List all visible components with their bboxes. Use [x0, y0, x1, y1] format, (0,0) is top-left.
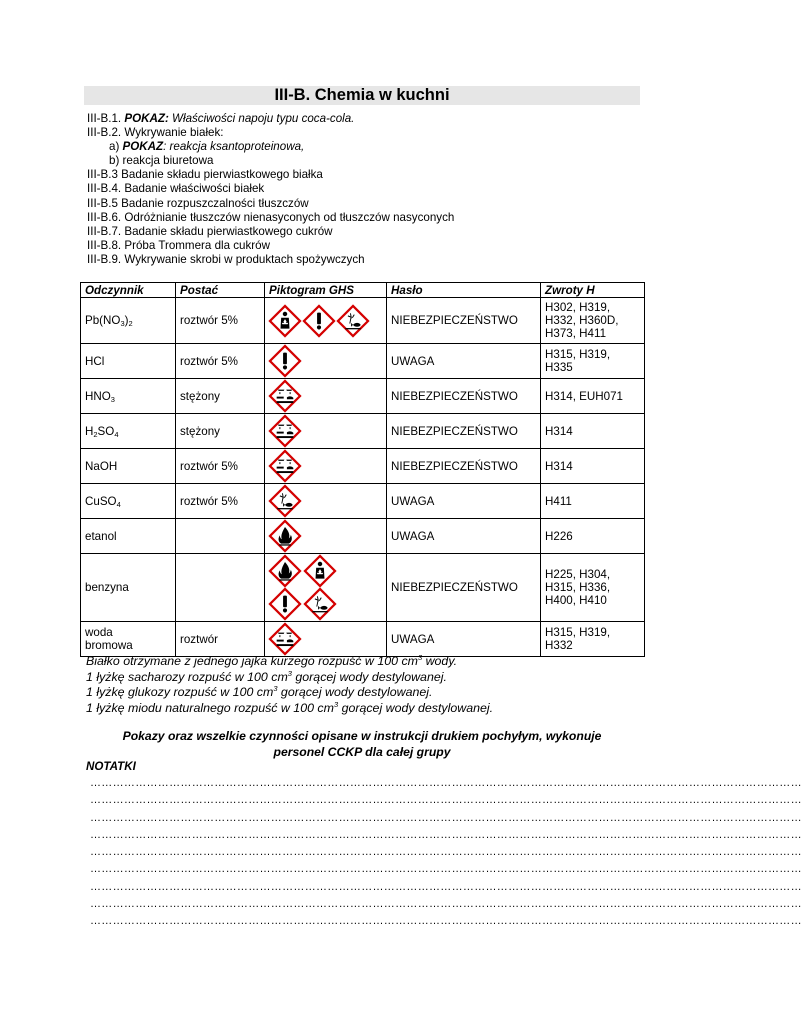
list-item: III-B.3 Badanie składu pierwiastkowego białka [87, 168, 323, 182]
list-item: III-B.5 Badanie rozpuszczalności tłuszczów [87, 196, 309, 210]
pictogram-group [269, 622, 382, 656]
reagent-cell [81, 298, 176, 344]
dotted-line: ……………………………………………………………………………………………………………………………………………………………………… [90, 846, 802, 859]
reagent-cell: NaOH [81, 449, 176, 484]
pictogram-cell [265, 554, 387, 622]
dotted-line: ……………………………………………………………………………………………………………………………………………………………………… [90, 898, 802, 911]
corrosion-icon [269, 450, 301, 482]
formula: SO [97, 424, 115, 438]
h-line: H315, H319, [545, 626, 611, 639]
subitem-text: : reakcja ksantoproteinowa, [163, 140, 305, 154]
h-line: H335 [545, 361, 573, 374]
form-cell [176, 519, 265, 554]
reagent-cell [81, 622, 176, 657]
h-line: H302, H319, [545, 301, 611, 314]
pictogram-group [269, 554, 382, 621]
signal-cell: NIEBEZPIECZEŃSTWO [387, 298, 541, 344]
list-item: III-B.9. Wykrywanie skrobi w produktach spożywczych [87, 252, 365, 266]
table-row [81, 622, 645, 657]
dotted-line: ……………………………………………………………………………………………………………………………………………………………………… [90, 863, 802, 876]
dotted-line: ……………………………………………………………………………………………………………………………………………………………………… [90, 777, 802, 789]
reagent-cell: benzyna [81, 554, 176, 622]
form-cell: roztwór 5% [176, 484, 265, 519]
formula: H [85, 424, 94, 438]
dotted-line: ……………………………………………………………………………………………………………………………………………………………………… [90, 811, 802, 824]
h-line: H225, H304, [545, 568, 611, 581]
table-row [81, 379, 645, 414]
dotted-line: ……………………………………………………………………………………………………………………………………………………………………… [90, 828, 802, 841]
preparation-notes [86, 654, 646, 716]
pictogram-group [269, 484, 382, 518]
header-h-statements: Zwroty H [541, 283, 645, 298]
corrosion-icon [269, 623, 301, 655]
subscript: 4 [114, 429, 119, 439]
exclamation-icon [303, 305, 335, 337]
note-text: 1 łyżkę glukozy rozpuść w 100 cm [86, 685, 274, 699]
note-line [86, 654, 646, 670]
signal-cell: NIEBEZPIECZEŃSTWO [387, 554, 541, 622]
reagent-cell [81, 414, 176, 449]
form-cell [176, 554, 265, 622]
h-cell [541, 298, 645, 344]
list-item: III-B.6. Odróżnianie tłuszczów nienasyconych od tłuszczów nasyconych [87, 210, 455, 224]
h-line: H373, H411 [545, 327, 607, 340]
form-cell: stężony [176, 379, 265, 414]
pictogram-group [269, 379, 382, 413]
pokaz-label: POKAZ [122, 140, 164, 154]
pictogram-cell [265, 344, 387, 379]
note-line [86, 701, 646, 717]
superscript: 3 [287, 668, 292, 678]
note-text: wody. [422, 654, 458, 668]
pictogram-group [269, 344, 382, 378]
header-form: Postać [176, 283, 265, 298]
pictogram-cell [265, 449, 387, 484]
notes-lines [90, 775, 802, 931]
pokaz-label: POKAZ [124, 112, 165, 125]
health-hazard-icon [269, 305, 301, 337]
environment-icon [304, 588, 336, 620]
dotted-line: ……………………………………………………………………………………………………………………………………………………………………… [90, 880, 802, 893]
note-text: gorącej wody destylowanej. [338, 700, 494, 715]
signal-cell: NIEBEZPIECZEŃSTWO [387, 379, 541, 414]
experiment-list [87, 112, 647, 267]
form-cell: roztwór 5% [176, 344, 265, 379]
note-line [86, 670, 646, 686]
pictogram-cell [265, 484, 387, 519]
environment-icon [337, 305, 369, 337]
list-subitem [87, 140, 647, 154]
list-item: III-B.8. Próba Trommera dla cukrów [87, 238, 270, 252]
subscript: 3 [120, 319, 125, 328]
note-text: gorącej wody destylowanej. [277, 685, 433, 699]
h-cell [541, 379, 645, 414]
pictogram-cell [265, 414, 387, 449]
subscript: 3 [110, 394, 115, 404]
reagent-cell: HCl [81, 344, 176, 379]
list-item: III-B.4. Badanie właściwości białek [87, 182, 265, 196]
list-subitem: b) reakcja biuretowa [109, 154, 214, 168]
table-row [81, 449, 645, 484]
corrosion-icon [269, 380, 301, 412]
page-title: III-B. Chemia w kuchni [84, 86, 640, 105]
reagents-table [80, 282, 645, 657]
flame-icon [269, 555, 301, 587]
table-header-row [81, 283, 645, 298]
header-pictogram: Piktogram GHS [265, 283, 387, 298]
formula: Pb(NO [85, 314, 121, 327]
subitem-prefix: a) [109, 140, 123, 154]
superscript: 3 [273, 684, 278, 693]
staff-warning [84, 729, 640, 760]
form-cell: roztwór [176, 622, 265, 657]
superscript: 3 [417, 653, 423, 662]
notes-heading: NOTATKI [86, 760, 136, 773]
h-cell [541, 484, 645, 519]
flame-icon [269, 520, 301, 552]
list-item: III-B.2. Wykrywanie białek: [87, 126, 224, 140]
h-line: H332, H360D, [545, 314, 619, 327]
health-hazard-icon [304, 555, 336, 587]
subscript: 2 [128, 319, 133, 328]
h-line: H314 [545, 424, 573, 438]
pictogram-cell [265, 379, 387, 414]
h-line: H400, H410 [545, 594, 607, 607]
formula: HNO [85, 389, 111, 403]
superscript: 3 [333, 699, 339, 709]
pictogram-group [269, 304, 382, 338]
dotted-line: ……………………………………………………………………………………………………………………………………………………………………… [90, 794, 802, 807]
header-reagent: Odczynnik [81, 283, 176, 298]
reagent-line: woda [85, 626, 113, 639]
pictogram-cell [265, 519, 387, 554]
form-cell: roztwór 5% [176, 298, 265, 344]
note-text: 1 łyżkę sacharozy rozpuść w 100 cm [86, 669, 288, 684]
signal-cell: NIEBEZPIECZEŃSTWO [387, 414, 541, 449]
item-code: III-B.1. [87, 112, 125, 125]
signal-cell: UWAGA [387, 344, 541, 379]
table-row [81, 344, 645, 379]
environment-icon [269, 485, 301, 517]
form-cell: roztwór 5% [176, 449, 265, 484]
h-cell [541, 519, 645, 554]
table-row [81, 298, 645, 344]
reagent-cell [81, 484, 176, 519]
warning-line: Pokazy oraz wszelkie czynności opisane w instrukcji drukiem pochyłym, wykonuje [122, 729, 602, 743]
h-line: H315, H336, [545, 581, 611, 594]
table-row [81, 554, 645, 622]
formula: ) [124, 314, 129, 327]
pictogram-cell [265, 298, 387, 344]
pictogram-group [269, 414, 382, 448]
signal-cell: NIEBEZPIECZEŃSTWO [387, 449, 541, 484]
pictogram-cell [265, 622, 387, 657]
corrosion-icon [269, 415, 301, 447]
list-item: III-B.7. Badanie składu pierwiastkowego cukrów [87, 224, 333, 238]
note-text: 1 łyżkę miodu naturalnego rozpuść w 100 cm [86, 700, 334, 715]
h-cell [541, 622, 645, 657]
pictogram-group [269, 519, 382, 553]
h-line: H314, EUH071 [545, 389, 623, 403]
note-text: gorącej wody destylowanej. [291, 669, 447, 684]
signal-cell: UWAGA [387, 519, 541, 554]
colon: : [164, 112, 173, 125]
exclamation-icon [269, 588, 301, 620]
table-row [81, 484, 645, 519]
h-cell [541, 554, 645, 622]
table-row [81, 414, 645, 449]
h-cell [541, 449, 645, 484]
h-line: H411 [545, 494, 572, 508]
signal-cell: UWAGA [387, 484, 541, 519]
warning-line: personel CCKP dla całej grupy [273, 744, 451, 759]
h-line: H315, H319, [545, 348, 611, 361]
exclamation-icon [269, 345, 301, 377]
reagent-line: bromowa [85, 639, 133, 652]
subscript: 2 [93, 429, 98, 439]
h-cell [541, 414, 645, 449]
item-text: Właściwości napoju typu coca-cola. [172, 112, 355, 125]
note-line [86, 685, 646, 701]
reagent-cell [81, 379, 176, 414]
h-line: H226 [545, 529, 573, 543]
h-line: H332 [545, 639, 573, 652]
pictogram-group [269, 449, 382, 483]
signal-cell: UWAGA [387, 622, 541, 657]
h-cell [541, 344, 645, 379]
header-signal-word: Hasło [387, 283, 541, 298]
subscript: 4 [116, 499, 121, 509]
note-text: Białko otrzymane z jednego jajka kurzego rozpuść w 100 cm [86, 654, 418, 668]
dotted-line: ……………………………………………………………………………………………………………………………………………………………………… [90, 915, 802, 928]
form-cell: stężony [176, 414, 265, 449]
formula: CuSO [85, 494, 117, 508]
h-line: H314 [545, 459, 573, 473]
table-row [81, 519, 645, 554]
list-item [87, 112, 647, 126]
reagent-cell: etanol [81, 519, 176, 554]
